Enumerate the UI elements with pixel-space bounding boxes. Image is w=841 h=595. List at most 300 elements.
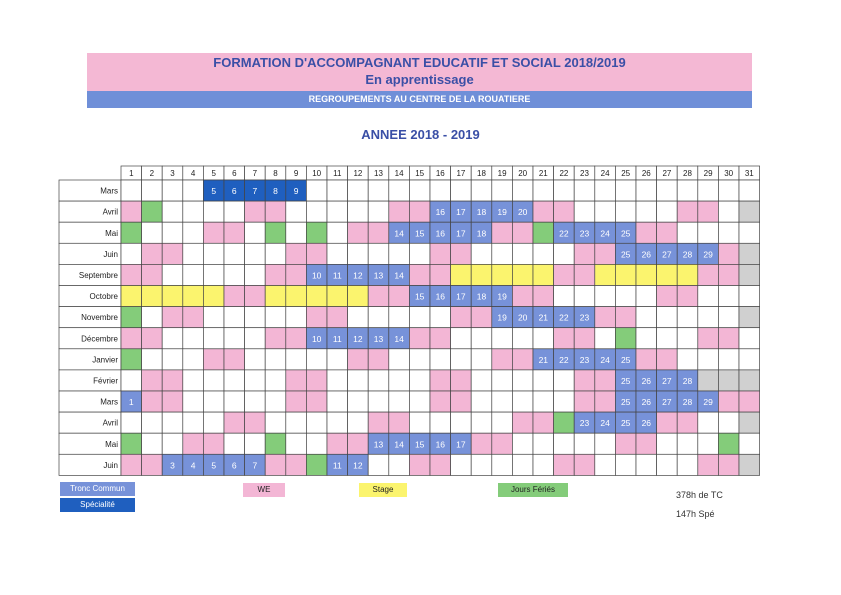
day-cell [636, 264, 657, 285]
day-cell [224, 412, 245, 433]
month-label: Décembre [81, 334, 118, 344]
day-cell [533, 454, 554, 475]
day-cell [348, 370, 369, 391]
day-cell [533, 222, 554, 243]
session-day-number: 12 [353, 270, 363, 281]
day-cell [512, 349, 533, 370]
day-cell [718, 201, 739, 222]
day-cell [471, 264, 492, 285]
day-cell [698, 454, 719, 475]
day-cell [574, 391, 595, 412]
day-cell [739, 328, 760, 349]
day-cell [348, 412, 369, 433]
page-subtitle: En apprentissage [365, 72, 474, 87]
day-cell [533, 243, 554, 264]
day-cell [492, 391, 513, 412]
day-cell [718, 391, 739, 412]
day-header: 3 [170, 169, 175, 178]
day-cell [409, 391, 430, 412]
session-day-number: 22 [559, 312, 569, 323]
day-cell [718, 307, 739, 328]
session-day-number: 23 [579, 354, 590, 365]
day-cell [615, 307, 636, 328]
day-cell [512, 412, 533, 433]
day-cell [265, 222, 286, 243]
day-cell [368, 180, 389, 201]
day-cell [389, 307, 410, 328]
day-cell [657, 201, 678, 222]
day-cell [533, 286, 554, 307]
day-header: 28 [683, 169, 692, 178]
session-day-number: 26 [641, 375, 652, 386]
day-header: 31 [744, 169, 754, 178]
day-cell [718, 286, 739, 307]
day-cell [121, 433, 142, 454]
day-cell [615, 328, 636, 349]
day-cell [265, 370, 286, 391]
day-cell [306, 222, 327, 243]
day-cell [409, 328, 430, 349]
day-cell [162, 201, 183, 222]
month-label: Mars [100, 397, 118, 407]
day-cell [554, 201, 575, 222]
day-cell [245, 328, 266, 349]
day-cell [615, 454, 636, 475]
day-cell [183, 201, 204, 222]
day-cell [554, 412, 575, 433]
day-cell [245, 370, 266, 391]
session-day-number: 14 [394, 439, 404, 450]
day-cell [245, 307, 266, 328]
session-day-number: 26 [641, 397, 652, 408]
day-cell [739, 370, 760, 391]
day-cell [265, 201, 286, 222]
day-cell [430, 370, 451, 391]
day-cell [183, 307, 204, 328]
day-cell [306, 286, 327, 307]
day-cell [739, 243, 760, 264]
day-cell [492, 243, 513, 264]
day-cell [574, 328, 595, 349]
session-day-number: 15 [414, 439, 425, 450]
session-day-number: 22 [559, 228, 569, 239]
day-cell [533, 370, 554, 391]
day-cell [286, 264, 307, 285]
session-day-number: 7 [252, 186, 258, 197]
day-cell [739, 264, 760, 285]
day-cell [492, 412, 513, 433]
day-cell [471, 412, 492, 433]
day-cell [409, 264, 430, 285]
day-cell [451, 454, 472, 475]
day-cell [389, 391, 410, 412]
day-cell [327, 370, 348, 391]
session-day-number: 21 [538, 354, 549, 365]
day-cell [451, 180, 472, 201]
day-cell [224, 433, 245, 454]
day-cell [162, 307, 183, 328]
session-day-number: 17 [456, 228, 466, 239]
day-cell [368, 222, 389, 243]
session-day-number: 27 [662, 375, 672, 386]
day-header: 12 [353, 169, 363, 178]
day-cell [348, 222, 369, 243]
day-cell [389, 412, 410, 433]
day-header: 23 [580, 169, 589, 178]
day-cell [677, 286, 698, 307]
day-cell [203, 307, 224, 328]
total-spe: 147h Spé [676, 509, 715, 519]
day-cell [183, 349, 204, 370]
day-cell [533, 412, 554, 433]
day-cell [451, 243, 472, 264]
legend-spe: Spécialité [60, 498, 135, 512]
day-cell [142, 370, 163, 391]
day-cell [265, 243, 286, 264]
day-cell [327, 222, 348, 243]
day-cell [554, 243, 575, 264]
day-cell [574, 370, 595, 391]
day-cell [451, 370, 472, 391]
session-day-number: 18 [476, 207, 487, 218]
day-cell [306, 412, 327, 433]
day-cell [162, 391, 183, 412]
session-day-number: 14 [394, 333, 404, 344]
day-cell [677, 412, 698, 433]
day-cell [121, 201, 142, 222]
day-cell [183, 328, 204, 349]
day-cell [677, 180, 698, 201]
day-cell [739, 201, 760, 222]
day-cell [718, 412, 739, 433]
day-cell [451, 349, 472, 370]
day-cell [492, 328, 513, 349]
day-cell [389, 243, 410, 264]
day-cell [162, 370, 183, 391]
session-day-number: 14 [394, 270, 404, 281]
day-cell [142, 222, 163, 243]
day-cell [203, 370, 224, 391]
day-cell [677, 307, 698, 328]
day-cell [698, 307, 719, 328]
day-cell [739, 222, 760, 243]
session-day-number: 11 [332, 460, 342, 471]
month-label: Mai [105, 228, 118, 238]
day-cell [595, 391, 616, 412]
day-cell [203, 433, 224, 454]
day-cell [430, 264, 451, 285]
day-cell [306, 433, 327, 454]
day-header: 20 [518, 169, 528, 178]
day-cell [512, 264, 533, 285]
day-cell [430, 454, 451, 475]
day-cell [451, 412, 472, 433]
day-header: 17 [456, 169, 466, 178]
session-day-number: 25 [620, 375, 631, 386]
day-cell [657, 222, 678, 243]
day-cell [368, 243, 389, 264]
day-cell [265, 264, 286, 285]
session-day-number: 24 [600, 228, 610, 239]
day-cell [183, 180, 204, 201]
day-cell [245, 243, 266, 264]
month-label: Mars [100, 186, 118, 196]
day-cell [718, 433, 739, 454]
day-cell [554, 180, 575, 201]
day-header: 18 [477, 169, 486, 178]
day-cell [121, 412, 142, 433]
day-header: 10 [312, 169, 322, 178]
session-day-number: 27 [662, 397, 672, 408]
session-day-number: 5 [211, 186, 217, 197]
day-cell [409, 412, 430, 433]
day-cell [306, 370, 327, 391]
session-day-number: 12 [353, 460, 363, 471]
day-cell [142, 180, 163, 201]
day-cell [615, 201, 636, 222]
total-tc: 378h de TC [676, 490, 723, 500]
day-header: 29 [703, 169, 713, 178]
day-cell [286, 370, 307, 391]
day-cell [636, 433, 657, 454]
session-day-number: 18 [476, 228, 487, 239]
session-day-number: 5 [211, 460, 217, 471]
day-cell [471, 370, 492, 391]
day-cell [162, 328, 183, 349]
day-cell [574, 286, 595, 307]
day-cell [574, 243, 595, 264]
day-cell [224, 243, 245, 264]
day-cell [121, 370, 142, 391]
day-cell [595, 180, 616, 201]
day-cell [368, 391, 389, 412]
day-cell [142, 349, 163, 370]
day-cell [265, 412, 286, 433]
day-cell [574, 454, 595, 475]
day-cell [595, 454, 616, 475]
day-cell [636, 180, 657, 201]
day-cell [554, 264, 575, 285]
day-header: 30 [724, 169, 734, 178]
day-cell [595, 433, 616, 454]
day-cell [512, 180, 533, 201]
month-label: Septembre [78, 270, 118, 280]
day-cell [224, 370, 245, 391]
day-cell [286, 243, 307, 264]
day-cell [657, 454, 678, 475]
day-cell [554, 328, 575, 349]
day-cell [739, 454, 760, 475]
day-cell [657, 349, 678, 370]
day-cell [512, 370, 533, 391]
day-cell [698, 286, 719, 307]
session-day-number: 1 [128, 397, 134, 408]
day-cell [286, 201, 307, 222]
day-cell [224, 307, 245, 328]
day-cell [306, 201, 327, 222]
day-cell [492, 349, 513, 370]
month-label: Octobre [89, 292, 118, 302]
day-cell [224, 264, 245, 285]
day-cell [677, 222, 698, 243]
day-header: 14 [394, 169, 404, 178]
day-cell [615, 264, 636, 285]
day-cell [657, 328, 678, 349]
day-header: 13 [374, 169, 383, 178]
legend-tc: Tronc Commun [60, 482, 135, 496]
day-cell [389, 454, 410, 475]
session-day-number: 11 [332, 333, 342, 344]
day-cell [636, 222, 657, 243]
day-cell [203, 222, 224, 243]
day-cell [595, 243, 616, 264]
session-day-number: 23 [579, 418, 590, 429]
day-cell [471, 433, 492, 454]
day-cell [389, 180, 410, 201]
day-cell [409, 370, 430, 391]
day-cell [657, 286, 678, 307]
month-label: Juin [103, 249, 118, 259]
session-day-number: 8 [273, 186, 278, 197]
day-cell [698, 433, 719, 454]
day-cell [718, 349, 739, 370]
day-cell [348, 286, 369, 307]
day-cell [409, 454, 430, 475]
session-day-number: 16 [435, 291, 446, 302]
day-cell [327, 201, 348, 222]
day-cell [265, 286, 286, 307]
day-cell [183, 243, 204, 264]
day-header: 15 [415, 169, 425, 178]
day-header: 26 [641, 169, 651, 178]
day-cell [615, 433, 636, 454]
day-cell [451, 307, 472, 328]
session-day-number: 25 [620, 228, 631, 239]
day-cell [183, 370, 204, 391]
month-label: Mai [105, 439, 118, 449]
day-cell [203, 349, 224, 370]
day-cell [327, 412, 348, 433]
day-cell [368, 349, 389, 370]
session-day-number: 29 [703, 397, 713, 408]
day-cell [162, 243, 183, 264]
day-cell [512, 222, 533, 243]
day-cell [265, 433, 286, 454]
day-cell [142, 201, 163, 222]
day-cell [142, 454, 163, 475]
day-cell [554, 454, 575, 475]
day-cell [142, 328, 163, 349]
session-day-number: 20 [517, 312, 528, 323]
day-cell [615, 180, 636, 201]
day-cell [327, 286, 348, 307]
day-cell [327, 180, 348, 201]
day-cell [265, 391, 286, 412]
day-cell [203, 264, 224, 285]
day-cell [183, 222, 204, 243]
day-cell [636, 307, 657, 328]
day-cell [224, 286, 245, 307]
day-cell [430, 349, 451, 370]
session-day-number: 3 [170, 460, 175, 471]
day-header: 24 [600, 169, 610, 178]
month-label: Janvier [92, 355, 118, 365]
session-day-number: 6 [231, 186, 237, 197]
day-cell [595, 286, 616, 307]
day-cell [512, 454, 533, 475]
session-day-number: 12 [353, 333, 363, 344]
day-cell [327, 391, 348, 412]
day-cell [306, 454, 327, 475]
session-day-number: 24 [600, 354, 610, 365]
day-cell [348, 180, 369, 201]
day-cell [121, 264, 142, 285]
session-day-number: 19 [497, 312, 507, 323]
day-cell [574, 201, 595, 222]
day-cell [368, 412, 389, 433]
day-cell [121, 243, 142, 264]
day-cell [162, 264, 183, 285]
day-cell [409, 349, 430, 370]
day-header: 2 [149, 169, 155, 178]
day-cell [554, 370, 575, 391]
day-cell [162, 180, 183, 201]
day-cell [739, 391, 760, 412]
day-cell [451, 328, 472, 349]
day-cell [698, 180, 719, 201]
month-label: Novembre [81, 313, 118, 323]
day-cell [389, 201, 410, 222]
day-cell [718, 180, 739, 201]
day-cell [595, 307, 616, 328]
day-header: 4 [190, 169, 196, 178]
day-cell [121, 222, 142, 243]
day-cell [533, 328, 554, 349]
session-day-number: 23 [579, 312, 590, 323]
day-cell [348, 243, 369, 264]
day-cell [698, 349, 719, 370]
day-cell [718, 222, 739, 243]
day-cell [492, 222, 513, 243]
day-cell [492, 370, 513, 391]
day-cell [183, 286, 204, 307]
day-header: 21 [538, 169, 548, 178]
day-cell [286, 286, 307, 307]
session-day-number: 14 [394, 228, 404, 239]
day-cell [718, 328, 739, 349]
session-day-number: 15 [414, 228, 425, 239]
band-label: REGROUPEMENTS AU CENTRE DE LA ROUATIERE [308, 94, 531, 104]
day-header: 6 [232, 169, 237, 178]
day-cell [698, 328, 719, 349]
day-cell [492, 264, 513, 285]
day-cell [286, 328, 307, 349]
day-cell [389, 370, 410, 391]
day-cell [203, 391, 224, 412]
day-header: 1 [129, 169, 134, 178]
day-cell [142, 307, 163, 328]
day-cell [265, 328, 286, 349]
day-header: 19 [497, 169, 507, 178]
day-cell [430, 328, 451, 349]
day-cell [512, 243, 533, 264]
session-day-number: 15 [414, 291, 425, 302]
session-day-number: 29 [703, 249, 713, 260]
session-day-number: 23 [579, 228, 590, 239]
day-cell [409, 201, 430, 222]
day-cell [492, 433, 513, 454]
day-cell [471, 391, 492, 412]
